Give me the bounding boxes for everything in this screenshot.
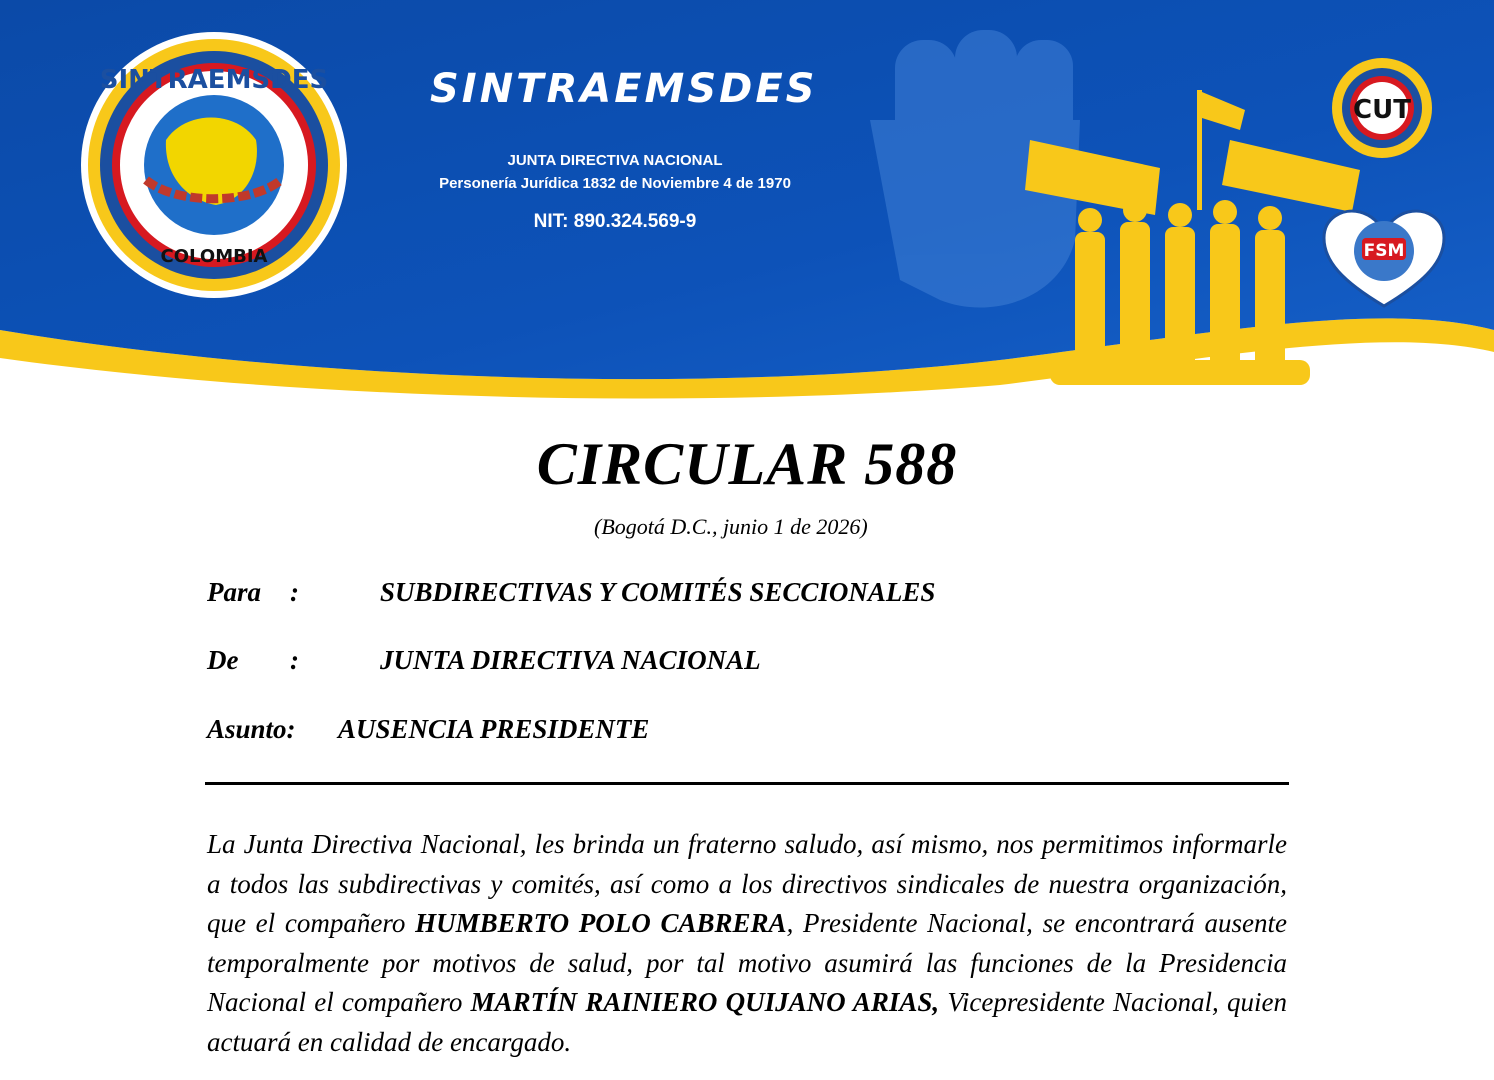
para-value: SUBDIRECTIVAS Y COMITÉS SECCIONALES: [380, 577, 936, 607]
para-label: Para: [207, 577, 261, 607]
nit-number: NIT: 890.324.569-9: [533, 211, 697, 232]
de-label: De: [207, 645, 239, 675]
body-text-3: Vicepresidente Nacional, quien actuará en calidad de encargado.: [207, 987, 1287, 1057]
fsm-logo-text: FSM: [1363, 241, 1405, 261]
name-humberto: HUMBERTO POLO CABRERA: [415, 908, 787, 938]
cut-logo: [1320, 56, 1445, 161]
de-value: JUNTA DIRECTIVA NACIONAL: [380, 645, 761, 675]
logo-top-text: SINTRAEMSDES: [99, 65, 329, 95]
personeria-juridica: Personería Jurídica 1832 de Noviembre 4 de 1970: [439, 175, 791, 192]
fsm-logo: [1322, 206, 1447, 308]
body-text-2: , Presidente Nacional, se encontrará ausente temporalmente por motivos de salud, por tal motivo asumirá las funciones de la Presidencia Nacional el compañero: [207, 908, 1287, 1017]
junta-directiva-header: JUNTA DIRECTIVA NACIONAL: [507, 152, 723, 169]
sintraemsdes-logo: [76, 30, 352, 300]
cut-logo-text: CUT: [1353, 95, 1411, 125]
body-paragraph: [207, 825, 1287, 1062]
asunto-value: AUSENCIA PRESIDENTE: [338, 714, 650, 744]
divider: [205, 782, 1289, 785]
de-colon: :: [290, 645, 299, 675]
header-banner: [0, 0, 1494, 400]
asunto-label: Asunto:: [207, 714, 296, 744]
circular-title: CIRCULAR 588: [536, 431, 958, 497]
circular-date: (Bogotá D.C., junio 1 de 2026): [594, 514, 868, 539]
org-title: SINTRAEMSDES: [430, 66, 818, 112]
para-colon: :: [290, 577, 299, 607]
name-martin: MARTÍN RAINIERO QUIJANO ARIAS,: [470, 987, 940, 1017]
body-text-1: La Junta Directiva Nacional, les brinda un fraterno saludo, así mismo, nos permitimos informarle a todos las subdirectivas y comités, así como a los directivos sindicales de nuestra organización, que el compañero: [207, 829, 1287, 938]
logo-bottom-text: COLOMBIA: [160, 246, 268, 267]
